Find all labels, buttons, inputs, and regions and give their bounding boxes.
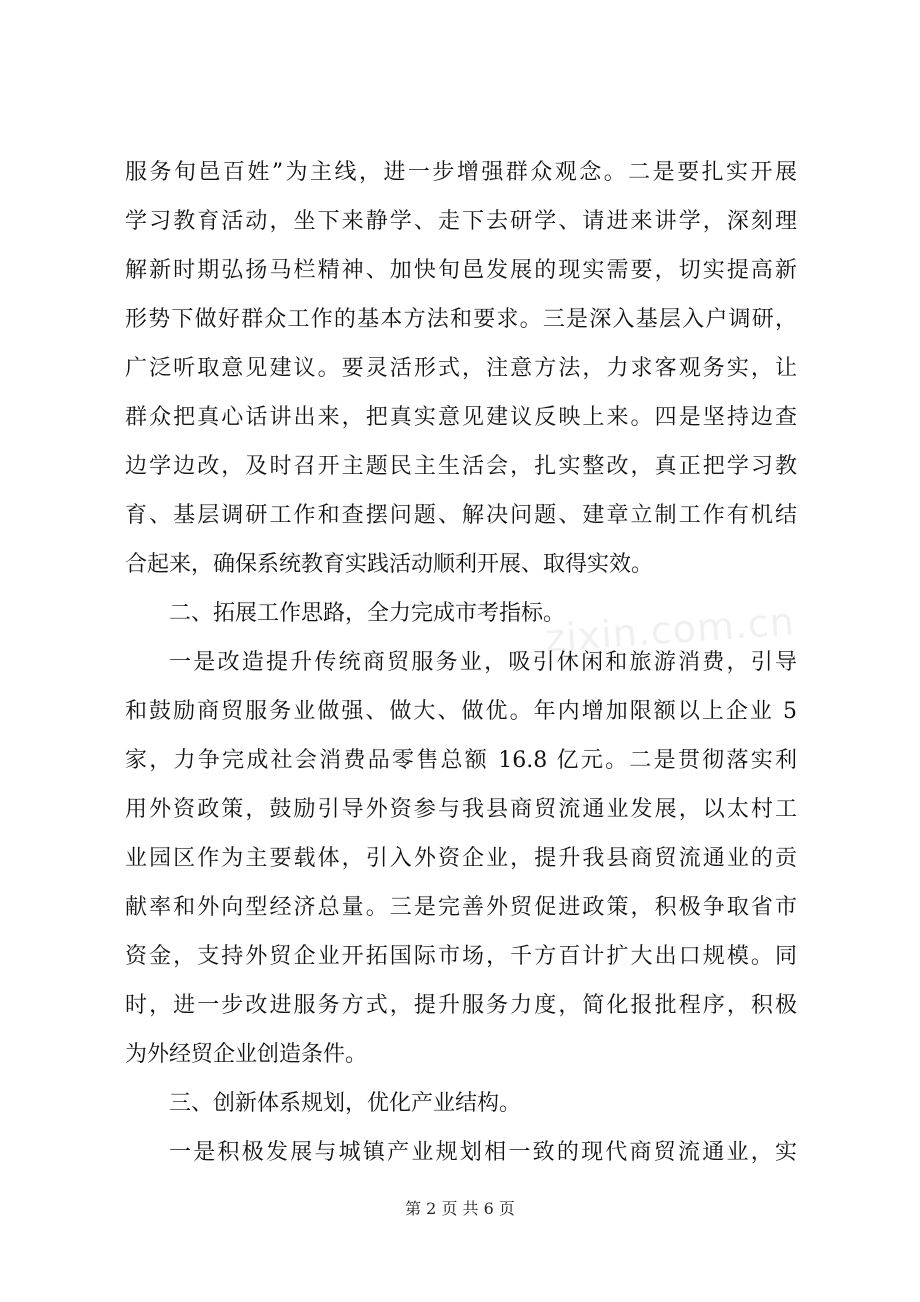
- watermark: zixin.com.cn: [543, 599, 797, 661]
- text-line: 为外经贸企业创造条件。: [125, 1042, 368, 1067]
- text-line: 一是改造提升传统商贸服务业，吸引休闲和旅游消费，引导: [169, 650, 797, 675]
- text-line: 服务旬邑百姓”为主线，进一步增强群众观念。二是要扎实开展: [125, 160, 797, 185]
- text-line: 一是积极发展与城镇产业规划相一致的现代商贸流通业，实: [169, 1140, 797, 1165]
- text-line: 时，进一步改进服务方式，提升服务力度，简化报批程序，积极: [125, 993, 797, 1018]
- text-line: 用外资政策，鼓励引导外资参与我县商贸流通业发展，以太村工: [125, 797, 797, 822]
- document-body: [125, 148, 797, 1177]
- text-line: 群众把真心话讲出来，把真实意见建议反映上来。四是坚持边查: [125, 405, 797, 430]
- text-line: 资金，支持外贸企业开拓国际市场，千方百计扩大出口规模。同: [125, 944, 797, 969]
- text-line: 家，力争完成社会消费品零售总额 16.8 亿元。二是贯彻落实利: [125, 748, 797, 773]
- text-line: 业园区作为主要载体，引入外资企业，提升我县商贸流通业的贡: [125, 846, 797, 871]
- text-line: 边学边改，及时召开主题民主生活会，扎实整改，真正把学习教: [125, 454, 797, 479]
- text-line: 学习教育活动，坐下来静学、走下去研学、请进来讲学，深刻理: [125, 209, 797, 234]
- text-line: 形势下做好群众工作的基本方法和要求。三是深入基层入户调研，: [125, 307, 797, 332]
- text-line: 和鼓励商贸服务业做强、做大、做优。年内增加限额以上企业 5: [125, 699, 797, 724]
- text-line: 解新时期弘扬马栏精神、加快旬邑发展的现实需要，切实提高新: [125, 258, 797, 283]
- text-line: 合起来，确保系统教育实践活动顺利开展、取得实效。: [125, 552, 654, 577]
- page-footer: 第 2 页 共 6 页: [405, 1199, 515, 1218]
- text-line: 育、基层调研工作和查摆问题、解决问题、建章立制工作有机结: [125, 503, 797, 528]
- section-heading: 三、创新体系规划，优化产业结构。: [169, 1091, 522, 1116]
- text-line: 广泛听取意见建议。要灵活形式，注意方法，力求客观务实，让: [125, 356, 797, 381]
- section-heading: 二、拓展工作思路，全力完成市考指标。: [169, 601, 566, 626]
- text-line: 献率和外向型经济总量。三是完善外贸促进政策，积极争取省市: [125, 895, 797, 920]
